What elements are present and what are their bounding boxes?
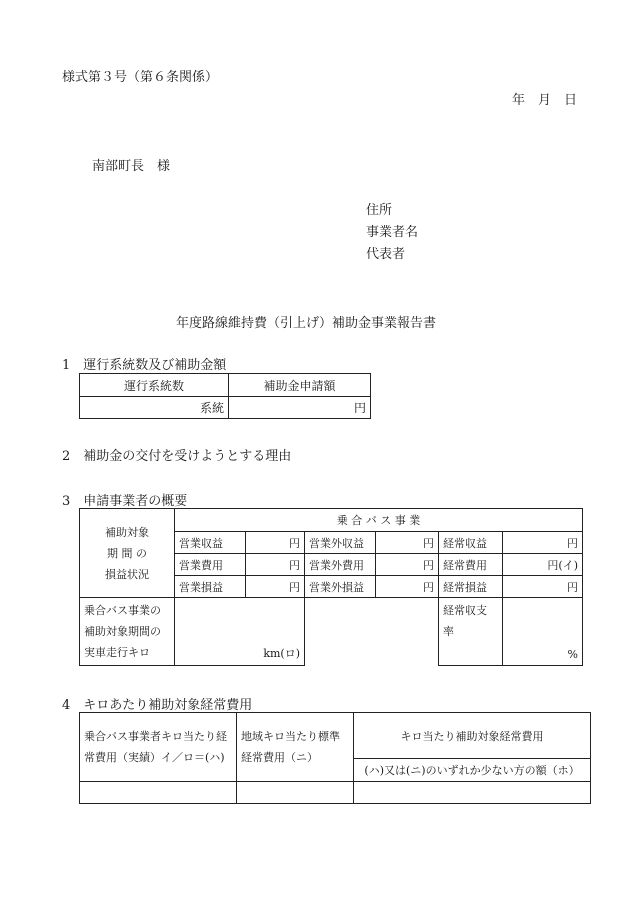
- standard-cost-header: 地域キロ当たり標準 経常費用（ニ）: [237, 713, 354, 782]
- blank-cell: [305, 598, 439, 666]
- mileage-unit: km(ロ): [175, 598, 305, 666]
- table-row: 営業損益 円 営業外損益 円 経常損益 円: [80, 576, 583, 598]
- table-row: 営業費用 円 営業外費用 円 経常費用 円(イ): [80, 554, 583, 576]
- table-row: 営業収益 円 営業外収益 円 経常収益 円: [80, 532, 583, 554]
- mileage-cost-table: [79, 712, 591, 804]
- eligible-cost-header: キロ当たり補助対象経常費用: [354, 713, 591, 759]
- section2-heading: 2 補助金の交付を受けようとする理由: [62, 449, 292, 464]
- document-title: 年度路線維持費（引上げ）補助金事業報告書: [176, 316, 437, 331]
- applicant-overview-table: [79, 508, 583, 666]
- mileage-label: 乗合バス事業の 補助対象期間の 実車走行キロ: [80, 598, 175, 666]
- ratio-unit: %: [503, 598, 583, 666]
- business-name-label: 事業者名: [366, 225, 419, 240]
- section3-heading: 3 申請事業者の概要: [62, 494, 188, 509]
- table-row: [80, 782, 591, 804]
- section1-heading: 1 運行系統数及び補助金額: [62, 358, 227, 373]
- representative-label: 代表者: [366, 247, 406, 262]
- system-count-unit: 系統: [80, 397, 229, 419]
- subsidy-request-header: 補助金申請額: [229, 374, 371, 397]
- section4-heading: 4 キロあたり補助対象経常費用: [62, 698, 253, 713]
- form-number: 様式第３号（第６条関係）: [62, 70, 219, 85]
- bus-business-header: 乗 合 バ ス 事 業: [175, 509, 583, 532]
- addressee: 南部町長 様: [92, 159, 171, 174]
- system-count-header: 運行系統数: [80, 374, 229, 397]
- actual-cost-header: 乗合バス事業者キロ当たり経 常費用（実績）イ／ロ＝(ハ): [80, 713, 237, 782]
- ratio-label: 経常収支 率: [439, 598, 503, 666]
- subsidy-amount-table: [79, 373, 371, 419]
- subsidy-request-unit: 円: [229, 397, 371, 419]
- profit-status-header: 補助対象 期 間 の 損益状況: [80, 509, 175, 598]
- address-label: 住所: [366, 203, 393, 218]
- date-line: 年 月 日: [512, 93, 578, 108]
- eligible-cost-subheader: (ハ)又は(ニ)のいずれか少ない方の額（ホ）: [354, 759, 591, 782]
